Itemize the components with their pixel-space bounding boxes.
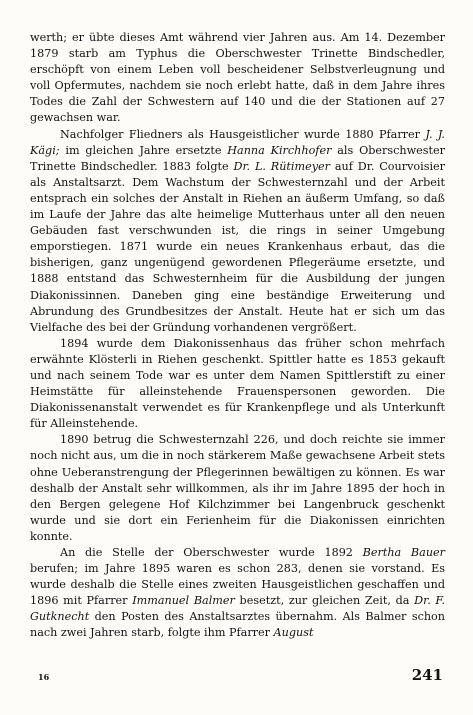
- paragraph: [30, 545, 445, 642]
- italic-name: Hanna Kirchhofer: [227, 143, 332, 157]
- paragraph: [30, 336, 445, 433]
- text-run: besetzt, zur gleichen Zeit, da: [234, 594, 415, 608]
- text-run: berufen; im Jahre 1895 waren es schon 283, denen sie vorstand. Es wurde deshalb die Stelle eines zweiten Hausgeistlichen geschaffen und 1896 mit Pfarrer: [30, 562, 445, 608]
- italic-name: Bertha Bauer: [362, 546, 445, 559]
- signature-mark: 16: [38, 672, 50, 682]
- paragraph: [30, 30, 445, 127]
- paragraph: [30, 127, 445, 336]
- italic-name: Immanuel Balmer: [132, 594, 235, 608]
- italic-name: Dr. F. Gutknecht: [30, 594, 446, 624]
- text-run: auf Dr. Courvoisier als Anstaltsarzt. Dem Wachstum der Schwesternzahl und der Arbeit entsprach ein solches der Anstalt in Riehen an äußerm Umfang, so daß im Laufe der Jahre das alte heimelige Mutterhaus unter all den neuen Gebäuden fast verschwunden ist, die rings in seiner Umgebung emporstiegen. 1871 wurde ein neues Krankenhaus erbaut, das die bisherigen, ganz ungenügend gewordenen Pflegeräume ersetzte, und 1888 entstand das Schwesternheim für die Ausbildung der jungen Diakonissinnen. Daneben ging eine beständige Erweiterung und Abrundung des Grundbesitzes der Anstalt. Heute hat er sich um das Vielfache des bei der Gründung vorhandenen vergrößert.: [30, 159, 445, 334]
- text-run: 1890 betrug die Schwesternzahl 226, und doch reichte sie immer noch nicht aus, um die in noch stärkerem Maße gewachsene Arbeit stets ohne Ueberanstrengung der Pflegerinnen bewältigen zu können. Es war deshalb der Anstalt sehr willkommen, als ihr im Jahre 1895 der hoch in den Bergen gelegene Hof Kilchzimmer bei Langenbruck geschenkt wurde und sie dort ein Ferienheim für die Diakonissen einrichten konnte.: [30, 433, 445, 543]
- text-run: im gleichen Jahre ersetzte: [59, 143, 228, 157]
- text-run: An die Stelle der Oberschwester wurde 1892: [60, 546, 363, 559]
- text-run: Nachfolger Fliedners als Hausgeistlicher wurde 1880 Pfarrer: [60, 127, 426, 141]
- text-run: als Oberschwester Trinette Bindschedler. 1883 folgte: [30, 143, 445, 173]
- italic-name: Dr. L. Rütimeyer: [233, 159, 331, 173]
- body-text: [30, 30, 445, 642]
- page-number: 241: [411, 666, 443, 684]
- text-run: 1894 wurde dem Diakonissenhaus das früher schon mehrfach erwähnte Klösterli in Riehen geschenkt. Spittler hatte es 1853 gekauft und nach seinem Tode war es unter dem Namen Spittlerstift zu einer Heimstätte für alleinstehende Frauenspersonen geworden. Die Diakonissenanstalt verwendet es für Krankenpflege und als Unterkunft für Alleinstehende.: [30, 336, 445, 431]
- italic-name: J. J. Kägi;: [30, 127, 445, 157]
- paragraph: [30, 432, 445, 545]
- text-run: werth; er übte dieses Amt während vier Jahren aus. Am 14. Dezember 1879 starb am Typhus die Oberschwester Trinette Bindschedler, erschöpft von einem Leben voll bescheidener Selbstverleugnung und voll Opfermutes, nachdem sie noch erlebt hatte, daß in dem Jahre ihres Todes die Zahl der Schwestern auf 140 und die der Stationen auf 27 gewachsen war.: [30, 31, 445, 125]
- text-run: den Posten des Anstaltsarztes übernahm. Als Balmer schon nach zwei Jahren starb, folgte ihm Pfarrer: [30, 610, 445, 640]
- italic-name: August: [273, 626, 314, 640]
